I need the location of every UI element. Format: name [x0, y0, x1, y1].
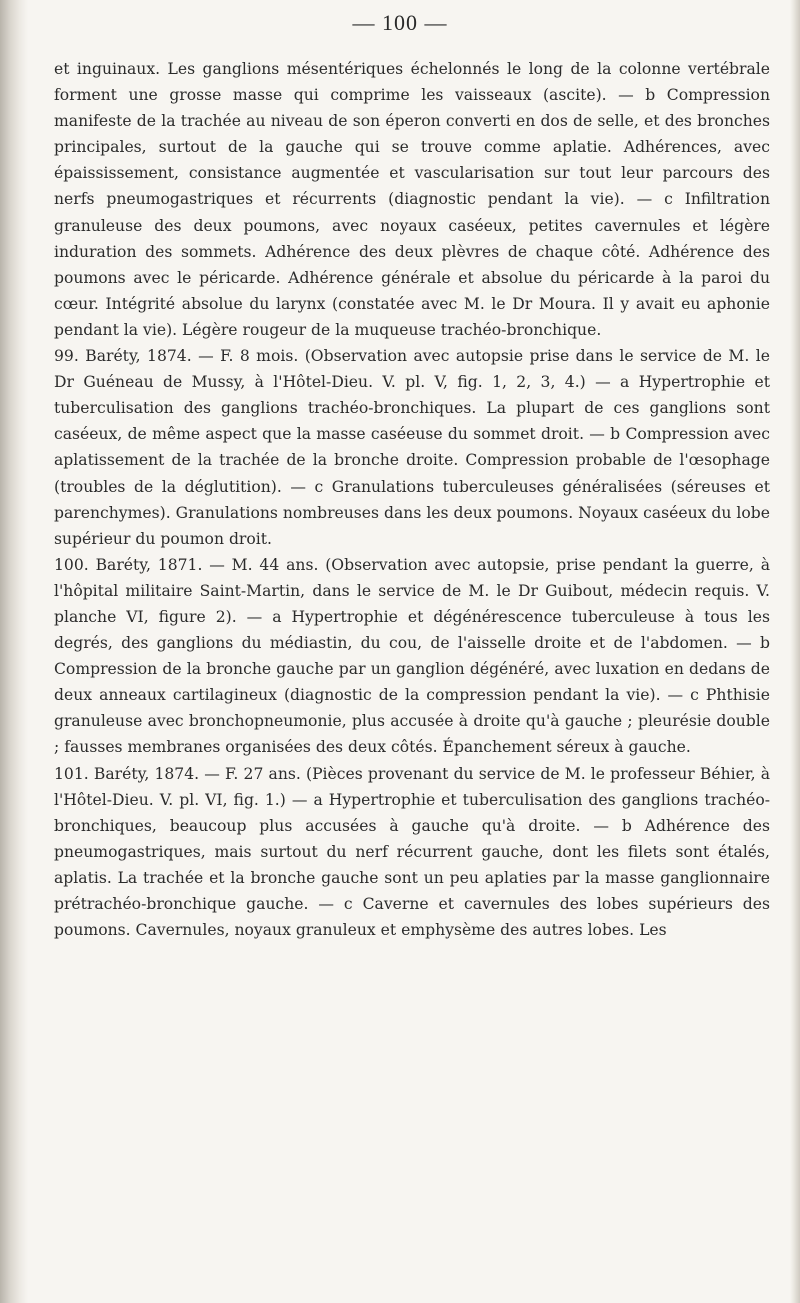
page-number-header: — 100 — — [352, 10, 448, 35]
case-text: Baréty, 1871. — M. 44 ans. (Observation avec autopsie, prise pendant la guerre, à l'hôpital militaire Saint-Martin, dans le service de M. le Dr Guibout, médecin requis. V. planche VI, figure 2). — a Hypertrophie et dégénérescence tuberculeuse à tous les degrés, des ganglions du médiastin, du cou, de l'aisselle droite et de l'abdomen. — b Compression de la bronche gauche par un ganglion dégénéré, avec luxation en dedans de deux anneaux cartilagineux (diagnostic de la compression pendant la vie). — c Phthisie granuleuse avec bronchopneumonie, plus accusée à droite qu'à gauche ; pleurésie double ; fausses membranes organisées des deux côtés. Épanchement séreux à gauche. — [54, 555, 770, 757]
continued-paragraph: et inguinaux. Les ganglions mésentériques échelonnés le long de la colonne vertébrale forment une grosse masse qui comprime les vaisseaux (ascite). — b Compression manifeste de la trachée au niveau de son éperon converti en dos de selle, et des bronches principales, surtout de la gauche qui se trouve comme aplatie. Adhérences, avec épaississement, consistance augmentée et vascularisation sur tout leur parcours des nerfs pneumogastriques et récurrents (diagnostic pendant la vie). — c Infiltration granuleuse des deux poumons, avec noyaux caséeux, petites cavernules et légère induration des sommets. Adhérence des deux plèvres de chaque côté. Adhérence des poumons avec le péricarde. Adhérence générale et absolue du péricarde à la paroi du cœur. Intégrité absolue du larynx (constatée avec M. le Dr Moura. Il y avait eu aphonie pendant la vie). Légère rougeur de la muqueuse trachéo-bronchique. — [54, 60, 770, 339]
case-entry-101 — [54, 761, 770, 944]
case-text: Baréty, 1874. — F. 27 ans. (Pièces provenant du service de M. le professeur Béhier, à l'Hôtel-Dieu. V. pl. VI, fig. 1.) — a Hypertrophie et tuberculisation des ganglions trachéo-bronchiques, beaucoup plus accusées à gauche qu'à droite. — b Adhérence des pneumogastriques, mais surtout du nerf récurrent gauche, dont les filets sont étalés, aplatis. La trachée et la bronche gauche sont un peu aplaties par la masse ganglionnaire prétrachéo-bronchique gauche. — c Caverne et cavernules des lobes supérieurs des poumons. Cavernules, noyaux granuleux et emphysème des autres lobes. Les — [54, 764, 770, 940]
case-number: 101. — [54, 764, 89, 783]
page-gutter-shadow — [0, 0, 28, 1303]
case-number: 99. — [54, 347, 79, 366]
case-entry-99 — [54, 343, 770, 552]
case-text: Baréty, 1874. — F. 8 mois. (Observation avec autopsie prise dans le service de M. le Dr Guéneau de Mussy, à l'Hôtel-Dieu. V. pl. V, fig. 1, 2, 3, 4.) — a Hypertrophie et tuberculisation des ganglions trachéo-bronchiques. La plupart de ces ganglions sont caséeux, de même aspect que la masse caséeuse du sommet droit. — b Compression avec aplatissement de la trachée de la bronche droite. Compression probable de l'œsophage (troubles de la déglutition). — c Granulations tuberculeuses généralisées (séreuses et parenchymes). Granulations nombreuses dans les deux poumons. Noyaux caséeux du lobe supérieur du poumon droit. — [54, 347, 770, 548]
body-text — [54, 56, 770, 943]
page-edge — [790, 0, 800, 1303]
case-number: 100. — [54, 555, 89, 574]
case-entry-100 — [54, 552, 770, 761]
